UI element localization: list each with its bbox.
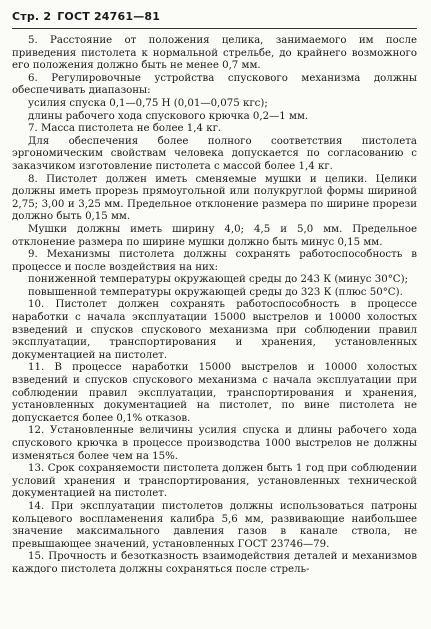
range-item-trigger-travel: длины рабочего хода спускового крючка 0,2—1 мм. <box>28 110 309 122</box>
page-number: Стр. 2 <box>12 9 52 23</box>
paragraph-15: 15. Прочность и безотказность взаимодействия деталей и механизмов каждого пистолета должны сохраняться после стрель- <box>12 551 417 575</box>
page-header <box>12 7 160 25</box>
paragraph-12: 12. Установленные величины усилия спуска и длины рабочего хода спускового крючка в процессе производства 1000 выстрелов не должны изменяться более чем на 15%. <box>12 425 417 462</box>
paragraph-8-front-sight: Мушки должны иметь ширину 4,0; 4,5 и 5,0 мм. Предельное отклонение размера по ширине мушки должно быть минус 0,15 мм. <box>12 223 417 248</box>
paragraph-13: 13. Срок сохраняемости пистолета должен быть 1 год при соблюдении условий хранения и транспортирования, установленных технической документацией на пистолет. <box>12 463 417 500</box>
paragraph-8: 8. Пистолет должен иметь сменяемые мушки и целики. Целики должны иметь прорезь прямоугольной или полукруглой формы шириной 2,75; 3,00 и 3,25 мм. Предельное отклонение размера по ширине прорези должно быть 0,15 мм. <box>12 173 417 223</box>
header-rule <box>12 28 417 29</box>
paragraph-9: 9. Механизмы пистолета должны сохранять работоспособность в процессе и после воздействия на них: <box>12 249 417 273</box>
paragraph-7-note: Для обеспечения более полного соответствия пистолета эргономическим свойствам человека допускается по согласованию с заказчиком изготовление пистолета с массой более 1,4 кг. <box>12 135 417 172</box>
paragraph-11: 11. В процессе наработки 15000 выстрелов и 10000 холостых взведений и спусков спускового механизма с начала эксплуатации при соблюдении правил эксплуатации, транспортирования и хранения, установленных документацией на пистолет, по вине пистолета не допускается более 0,1% отказов. <box>12 362 417 424</box>
paragraph-10: 10. Пистолет должен сохранять работоспособность в процессе наработки с начала эксплуатации 15000 выстрелов и 10000 холостых взведений и спусков спускового механизма при соблюдении правил эксплуатации, транспортирования и хранения, установленных документацией на пистолет. <box>12 299 417 361</box>
range-item-trigger-force: усилия спуска 0,1—0,75 Н (0,01—0,075 кгс); <box>28 97 268 109</box>
temperature-high-item: повышенной температуры окружающей среды до 323 К (плюс 50°С). <box>28 286 403 298</box>
paragraph-7: 7. Масса пистолета не более 1,4 кг. <box>28 123 222 135</box>
standard-designation: ГОСТ 24761—81 <box>57 9 161 23</box>
temperature-low-item: пониженной температуры окружающей среды до 243 К (минус 30°С); <box>28 274 409 286</box>
paragraph-5: 5. Расстояние от положения целика, занимаемого им после приведения пистолета к нормальной стрельбе, до крайнего возможного его положения должно быть не менее 0,7 мм. <box>12 35 417 72</box>
paragraph-14: 14. При эксплуатации пистолетов должны использоваться патроны кольцевого воспламенения калибра 5,6 мм, развивающие наибольшее значение максимального давления газов в канале ствола, не превышающее значений, установленных ГОСТ 23746—79. <box>12 500 417 550</box>
document-body <box>12 35 417 577</box>
paragraph-6: 6. Регулировочные устройства спускового механизма должны обеспечивать диапазоны: <box>12 72 417 97</box>
